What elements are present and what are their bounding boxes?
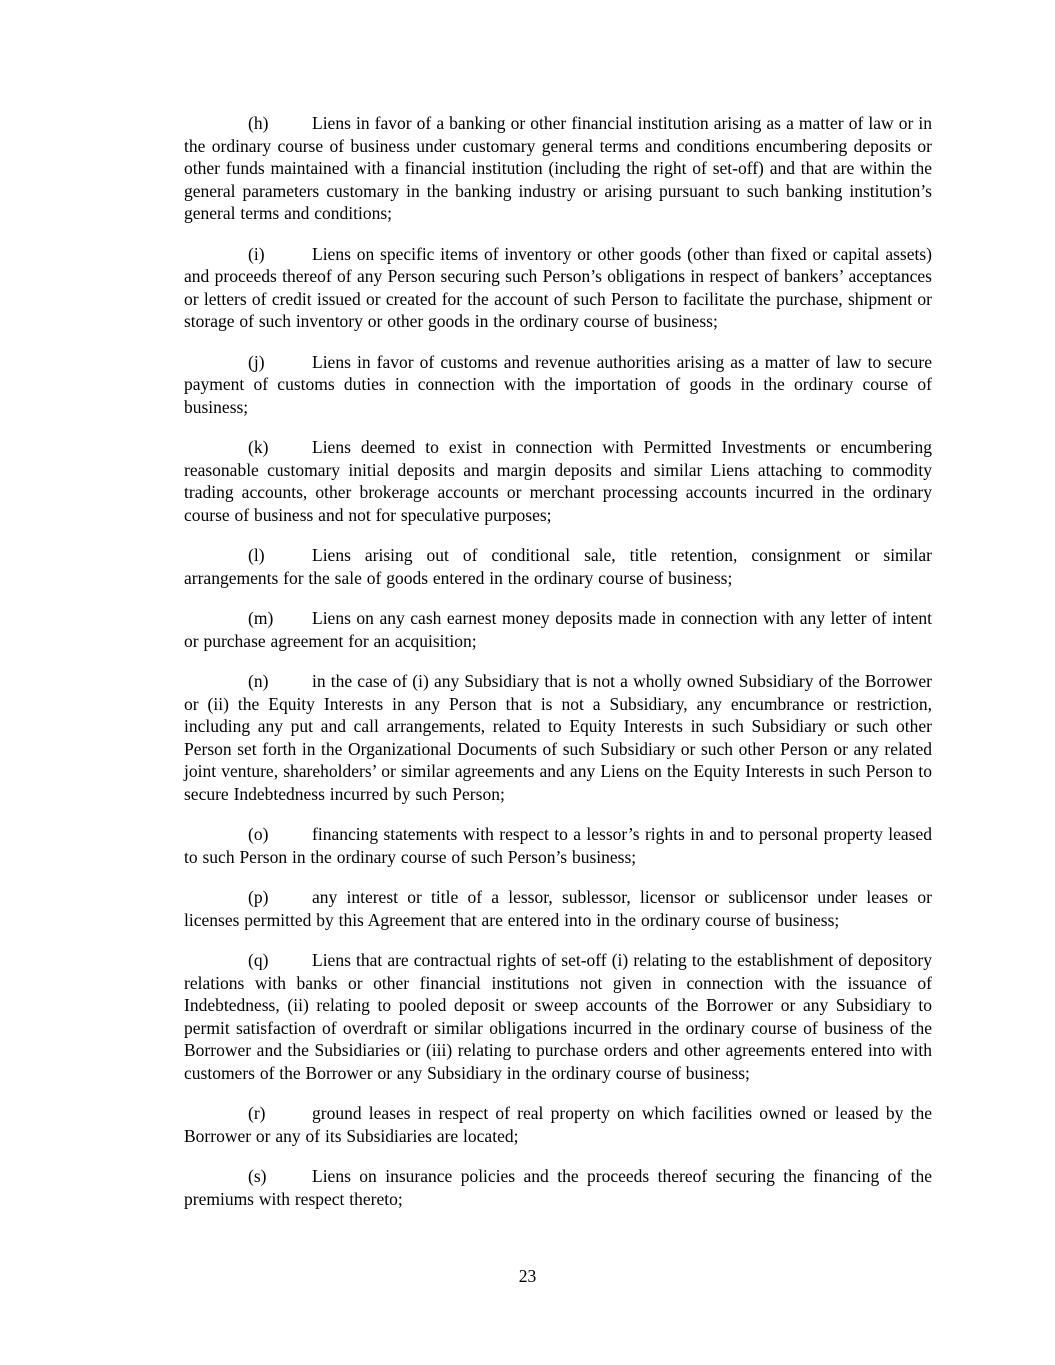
paragraph-text: Liens in favor of a banking or other financial institution arising as a matter of law or in the ordinary course of business under customary general terms and conditions encumbering deposits or other funds maintained with a financial institution (including the right of set-off) and that are within the general parameters customary in the banking industry or arising pursuant to such banking institution’s general terms and conditions; bbox=[184, 113, 932, 223]
document-body bbox=[184, 112, 932, 1210]
paragraph-label: (j) bbox=[248, 351, 265, 372]
paragraph-text: Liens on any cash earnest money deposits made in connection with any letter of intent or purchase agreement for an acquisition; bbox=[184, 608, 932, 651]
paragraph-label: (s) bbox=[248, 1166, 267, 1186]
paragraph-item bbox=[184, 1165, 932, 1210]
paragraph-item bbox=[184, 351, 932, 419]
paragraph-label: (i) bbox=[248, 243, 265, 264]
paragraph-text: Liens in favor of customs and revenue authorities arising as a matter of law to secure payment of customs duties in connection with the importation of goods in the ordinary course of business; bbox=[184, 351, 932, 417]
paragraph-label: (n) bbox=[248, 671, 269, 691]
paragraph-text: Liens on insurance policies and the proceeds thereof securing the financing of the premiums with respect thereto; bbox=[184, 1166, 932, 1209]
paragraph-item bbox=[184, 949, 932, 1084]
paragraph-label: (o) bbox=[248, 824, 269, 844]
page-number: 23 bbox=[518, 1265, 537, 1286]
paragraph-label: (q) bbox=[248, 950, 269, 970]
paragraph-text: ground leases in respect of real property on which facilities owned or leased by the Borrower or any of its Subsidiaries are located; bbox=[184, 1103, 932, 1146]
paragraph-label: (l) bbox=[248, 545, 265, 565]
paragraph-text: Liens deemed to exist in connection with Permitted Investments or encumbering reasonable customary initial deposits and margin deposits and similar Liens attaching to commodity trading accounts, other brokerage accounts or merchant processing accounts incurred in the ordinary course of business and not for speculative purposes; bbox=[184, 437, 932, 525]
paragraph-item bbox=[184, 823, 932, 868]
paragraph-label: (m) bbox=[248, 608, 274, 628]
paragraph-item bbox=[184, 243, 932, 333]
paragraph-label: (r) bbox=[248, 1103, 266, 1123]
paragraph-text: Liens arising out of conditional sale, title retention, consignment or similar arrangements for the sale of goods entered in the ordinary course of business; bbox=[184, 545, 932, 588]
paragraph-item bbox=[184, 607, 932, 652]
paragraph-text: Liens on specific items of inventory or other goods (other than fixed or capital assets) and proceeds thereof of any Person securing such Person’s obligations in respect of bankers’ acceptances or letters of credit issued or created for the account of such Person to facilitate the purchase, shipment or storage of such inventory or other goods in the ordinary course of business; bbox=[184, 243, 932, 331]
paragraph-item bbox=[184, 544, 932, 589]
paragraph-text: Liens that are contractual rights of set-off (i) relating to the establishment of depository relations with banks or other financial institutions not given in connection with the issuance of Indebtedness, (ii) relating to pooled deposit or sweep accounts of the Borrower or any Subsidiary to permit satisfaction of overdraft or similar obligations incurred in the ordinary course of business of the Borrower and the Subsidiaries or (iii) relating to purchase orders and other agreements entered into with customers of the Borrower or any Subsidiary in the ordinary course of business; bbox=[184, 950, 932, 1083]
paragraph-label: (h) bbox=[248, 113, 269, 133]
paragraph-text: any interest or title of a lessor, sublessor, licensor or sublicensor under leases or licenses permitted by this Agreement that are entered into in the ordinary course of business; bbox=[184, 887, 932, 930]
paragraph-item bbox=[184, 1102, 932, 1147]
paragraph-label: (k) bbox=[248, 437, 269, 457]
paragraph-label: (p) bbox=[248, 887, 269, 907]
paragraph-text: in the case of (i) any Subsidiary that is not a wholly owned Subsidiary of the Borrower or (ii) the Equity Interests in any Person that is not a Subsidiary, any encumbrance or restriction, including any put and call arrangements, related to Equity Interests in such Subsidiary or such other Person set forth in the Organizational Documents of such Subsidiary or such other Person or any related joint venture, shareholders’ or similar agreements and any Liens on the Equity Interests in such Person to secure Indebtedness incurred by such Person; bbox=[184, 671, 932, 804]
paragraph-item bbox=[184, 436, 932, 526]
paragraph-item bbox=[184, 112, 932, 225]
paragraph-item bbox=[184, 670, 932, 805]
paragraph-text: financing statements with respect to a lessor’s rights in and to personal property leased to such Person in the ordinary course of such Person’s business; bbox=[184, 824, 932, 867]
paragraph-item bbox=[184, 886, 932, 931]
